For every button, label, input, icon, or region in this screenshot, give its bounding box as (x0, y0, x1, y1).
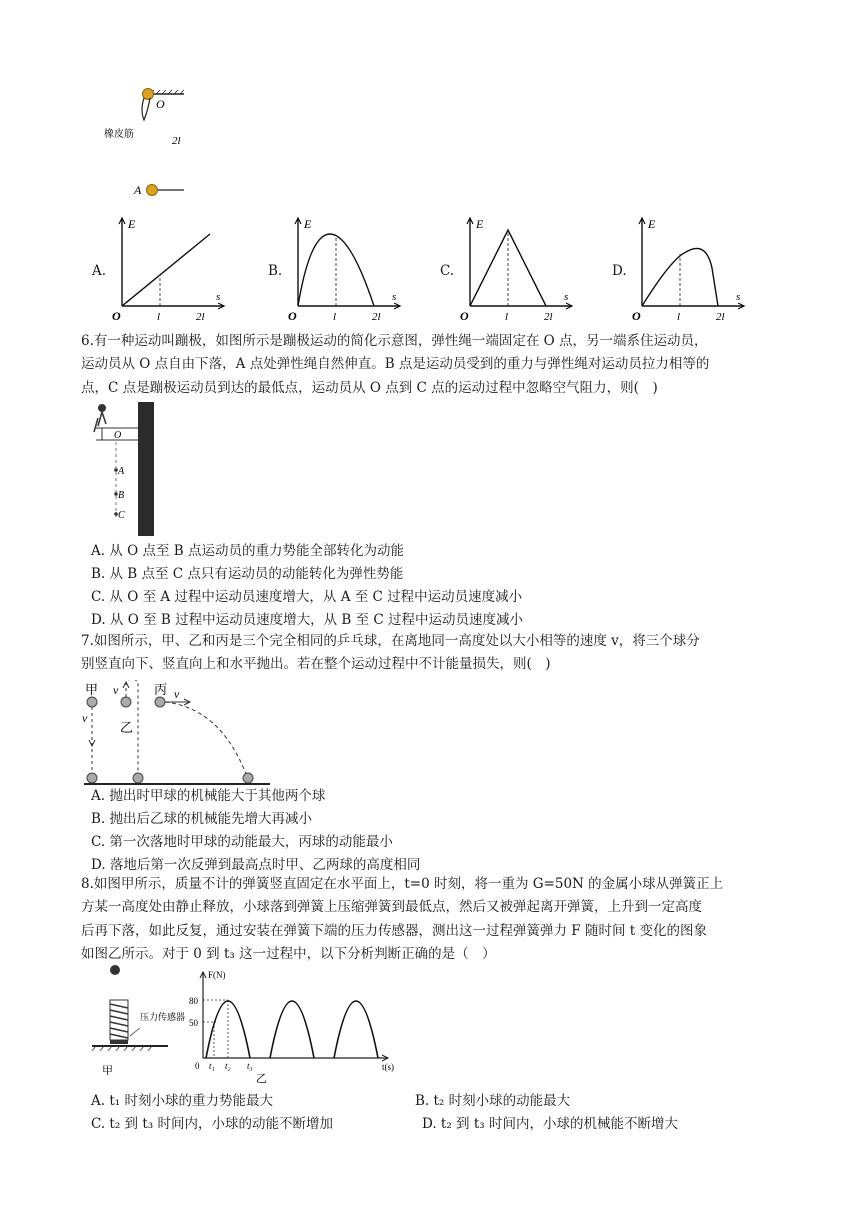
tick-l-label: l (333, 311, 337, 323)
q7-v-jia: v (82, 711, 88, 725)
q8-origin: 0 (195, 1061, 200, 1071)
q7-option-a[interactable]: A. 抛出时甲球的机械能大于其他两个球 (91, 788, 326, 804)
tick-2l-label: 2l (196, 311, 205, 323)
q8-spring-figure (88, 962, 408, 1087)
q6-option-b[interactable]: B. 从 B 点至 C 点只有运动员的动能转化为弹性势能 (91, 566, 404, 582)
q5-pendulum-figure (100, 80, 210, 200)
tick-l-label: l (677, 311, 681, 323)
q6-option-c[interactable]: C. 从 O 至 A 过程中运动员速度增大，从 A 至 C 过程中运动员速度减小 (91, 589, 523, 605)
q5-option-label: B. (268, 263, 283, 279)
q7-stem (81, 630, 781, 677)
tick-2l-label: 2l (716, 311, 725, 323)
axis-s-label: s (736, 291, 741, 303)
q7-v-yi: v (113, 683, 119, 697)
origin-label: O (632, 309, 641, 323)
q7-v-bing: v (174, 687, 180, 701)
q6-stem-line: 6.有一种运动叫蹦极，如图所示是蹦极运动的简化示意图，弹性绳一端固定在 O 点，另一端系住运动员， (81, 333, 708, 349)
tick-2l-label: 2l (372, 311, 381, 323)
q8-t1-label: t₁ (209, 1061, 215, 1071)
q7-option-b[interactable]: B. 抛出后乙球的机械能先增大再减小 (91, 811, 313, 827)
q6-stem-line: 运动员从 O 点自由下落，A 点处弹性绳自然伸直。B 点是运动员受到的重力与弹性绳对运动员拉力相等的 (81, 356, 710, 373)
axis-e-label: E (648, 217, 656, 231)
axis-e-label: E (476, 217, 484, 231)
tick-2l-label: 2l (544, 311, 553, 323)
q5-label-a: A (134, 183, 142, 197)
energy-curve (122, 234, 210, 306)
q8-stem (81, 873, 786, 966)
q6-label-c: C (118, 510, 125, 521)
q8-stem-line: 方某一高度处由静止释放，小球落到弹簧上压缩弹簧到最低点，然后又被弹起离开弹簧，上升到一定高度 (81, 899, 702, 916)
origin-label: O (460, 309, 469, 323)
q8-option-c[interactable]: C. t₂ 到 t₃ 时间内，小球的动能不断增加 (91, 1116, 333, 1132)
q8-label-sensor: 压力传感器 (140, 1012, 186, 1022)
tick-l-label: l (157, 311, 161, 323)
q8-f-axis-label: F(N) (208, 970, 226, 980)
origin-label: O (288, 309, 297, 323)
q7-options (91, 785, 420, 877)
q8-tick-80: 80 (189, 996, 198, 1006)
origin-label: O (112, 309, 121, 323)
q7-stem-line: 别竖直向下、竖直向上和水平抛出。若在整个运动过程中不计能量损失，则( ) (81, 656, 551, 673)
q8-label-yi: 乙 (256, 1073, 267, 1085)
axis-s-label: s (216, 291, 221, 303)
q8-t2-label: t₂ (225, 1061, 231, 1071)
q6-option-a[interactable]: A. 从 O 点至 B 点运动员的重力势能全部转化为动能 (91, 543, 404, 559)
q6-option-d[interactable]: D. 从 O 至 B 过程中运动员速度增大，从 B 至 C 过程中运动员速度减小 (91, 612, 523, 628)
q6-stem (81, 330, 781, 400)
q7-option-d[interactable]: D. 落地后第一次反弹到最高点时甲、乙两球的高度相同 (91, 857, 421, 873)
q6-bungee-figure (88, 398, 160, 538)
q8-option-a[interactable]: A. t₁ 时刻小球的重力势能最大 (91, 1093, 273, 1109)
q7-stem-line: 7.如图所示，甲、乙和丙是三个完全相同的乒乓球，在离地同一高度处以大小相等的速度 v，将三个球分 (81, 633, 700, 649)
q5-label-rubber: 橡皮筋 (104, 129, 134, 140)
q8-stem-line: 后再下落，如此反复，通过安装在弹簧下端的压力传感器，测出这一过程弹簧弹力 F 随时间 t 变化的图象 (81, 922, 707, 939)
q5-option-label: C. (440, 263, 455, 279)
q5-graph-c (460, 212, 580, 324)
q8-option-d[interactable]: D. t₂ 到 t₃ 时间内，小球的机械能不断增大 (422, 1116, 678, 1132)
q5-graph-d (632, 212, 752, 324)
q8-label-jia: 甲 (102, 1065, 113, 1077)
axis-s-label: s (564, 291, 569, 303)
q8-option-b[interactable]: B. t₂ 时刻小球的动能最大 (415, 1093, 571, 1109)
q7-option-c[interactable]: C. 第一次落地时甲球的动能最大，丙球的动能最小 (91, 834, 393, 850)
q5-option-label: A. (92, 263, 107, 279)
q8-stem-line: 如图乙所示。对于 0 到 t₃ 这一过程中，以下分析判断正确的是（ ） (81, 945, 496, 962)
q6-label-b: B (118, 490, 125, 501)
q7-label-jia: 甲 (85, 682, 99, 697)
q5-label-o: O (156, 97, 165, 111)
q6-label-a: A (118, 466, 125, 477)
q5-graph-a (112, 212, 232, 324)
q8-force-graph (189, 970, 394, 1085)
q7-label-bing: 丙 (154, 682, 168, 697)
q5-option-label: D. (612, 263, 627, 279)
energy-curve (642, 248, 718, 306)
q6-stem-line: 点，C 点是蹦极运动员到达的最低点，运动员从 O 点到 C 点的运动过程中忽略空气阻力，则( ) (81, 379, 658, 396)
q8-t-axis-label: t(s) (382, 1062, 394, 1072)
q5-label-2l: 2l (172, 135, 181, 147)
q5-graph-b (288, 212, 408, 324)
axis-e-label: E (304, 217, 312, 231)
tick-l-label: l (505, 311, 509, 323)
q7-balls-figure (80, 680, 280, 790)
axis-e-label: E (128, 217, 136, 231)
axis-s-label: s (392, 291, 397, 303)
q8-stem-line: 8.如图甲所示，质量不计的弹簧竖直固定在水平面上，t=0 时刻，将一重为 G=50N 的金属小球从弹簧正上 (81, 876, 724, 892)
q8-tick-50: 50 (189, 1018, 198, 1028)
q6-options (91, 540, 523, 632)
q6-label-o: O (114, 430, 122, 441)
q7-label-yi: 乙 (120, 720, 134, 735)
q8-t3-label: t₃ (247, 1061, 253, 1071)
